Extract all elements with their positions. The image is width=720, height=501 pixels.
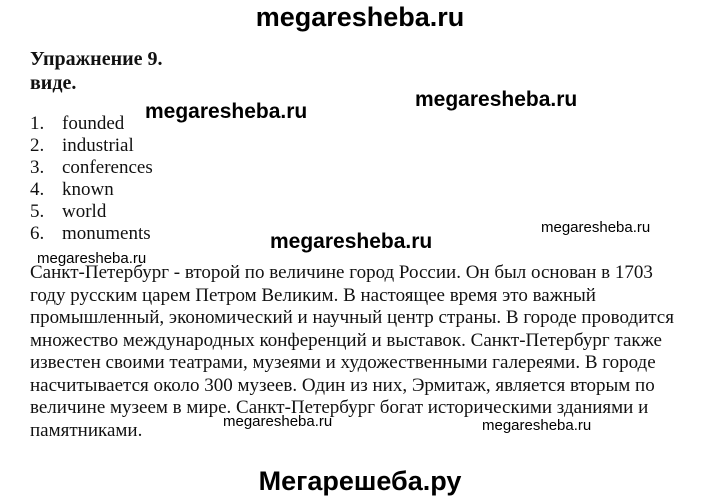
watermark-small-bottom-left: megaresheba.ru xyxy=(223,413,333,430)
watermark-center: megaresheba.ru xyxy=(270,230,433,253)
list-item xyxy=(30,135,153,157)
watermark-bottom: Мегарешеба.ру xyxy=(258,466,462,496)
list-item xyxy=(30,223,153,245)
list-item xyxy=(30,157,153,179)
watermark-top: megaresheba.ru xyxy=(255,2,465,32)
item-number: 3. xyxy=(30,157,45,178)
paragraph-line: множество международных конференций и выставок. Санкт-Петербург также xyxy=(30,329,662,351)
paragraph-line: промышленный, экономический и научный центр страны. В городе проводится xyxy=(30,307,674,328)
list-item xyxy=(30,201,153,223)
item-number: 5. xyxy=(30,201,45,222)
list-item xyxy=(30,113,153,135)
item-number: 1. xyxy=(30,113,45,134)
item-word: industrial xyxy=(62,135,134,156)
paragraph-line: насчитывается около 300 музеев. Один из них, Эрмитаж, является вторым по xyxy=(30,374,655,396)
item-number: 6. xyxy=(30,223,45,244)
exercise-subtitle: виде. xyxy=(30,72,77,94)
watermark-mid-right: megaresheba.ru xyxy=(415,88,578,111)
item-number: 2. xyxy=(30,135,45,156)
translation-paragraph xyxy=(30,262,700,442)
paragraph-line: памятниками. xyxy=(30,419,143,441)
item-word: monuments xyxy=(62,223,151,244)
exercise-title: Упражнение 9. xyxy=(30,48,163,70)
watermark-small-right: megaresheba.ru xyxy=(541,219,651,236)
watermark-mid-left: megaresheba.ru xyxy=(145,100,308,123)
watermark-small-bottom-right: megaresheba.ru xyxy=(482,417,592,434)
watermark-small-left: megaresheba.ru xyxy=(37,250,147,267)
item-word: conferences xyxy=(62,157,153,178)
item-word: founded xyxy=(62,113,125,134)
answer-list xyxy=(30,113,153,245)
item-number: 4. xyxy=(30,179,45,200)
paragraph-line: году русским царем Петром Великим. В настоящее время это важный xyxy=(30,284,596,306)
item-word: known xyxy=(62,179,114,200)
list-item xyxy=(30,179,153,201)
paragraph-line: Санкт-Петербург - второй по величине город России. Он был основан в 1703 xyxy=(30,262,653,283)
item-word: world xyxy=(62,201,107,222)
paragraph-line: известен своими театрами, музеями и художественными галереями. В городе xyxy=(30,352,656,373)
paragraph-line: величине музеем в мире. Санкт-Петербург богат историческими зданиями и xyxy=(30,397,649,418)
